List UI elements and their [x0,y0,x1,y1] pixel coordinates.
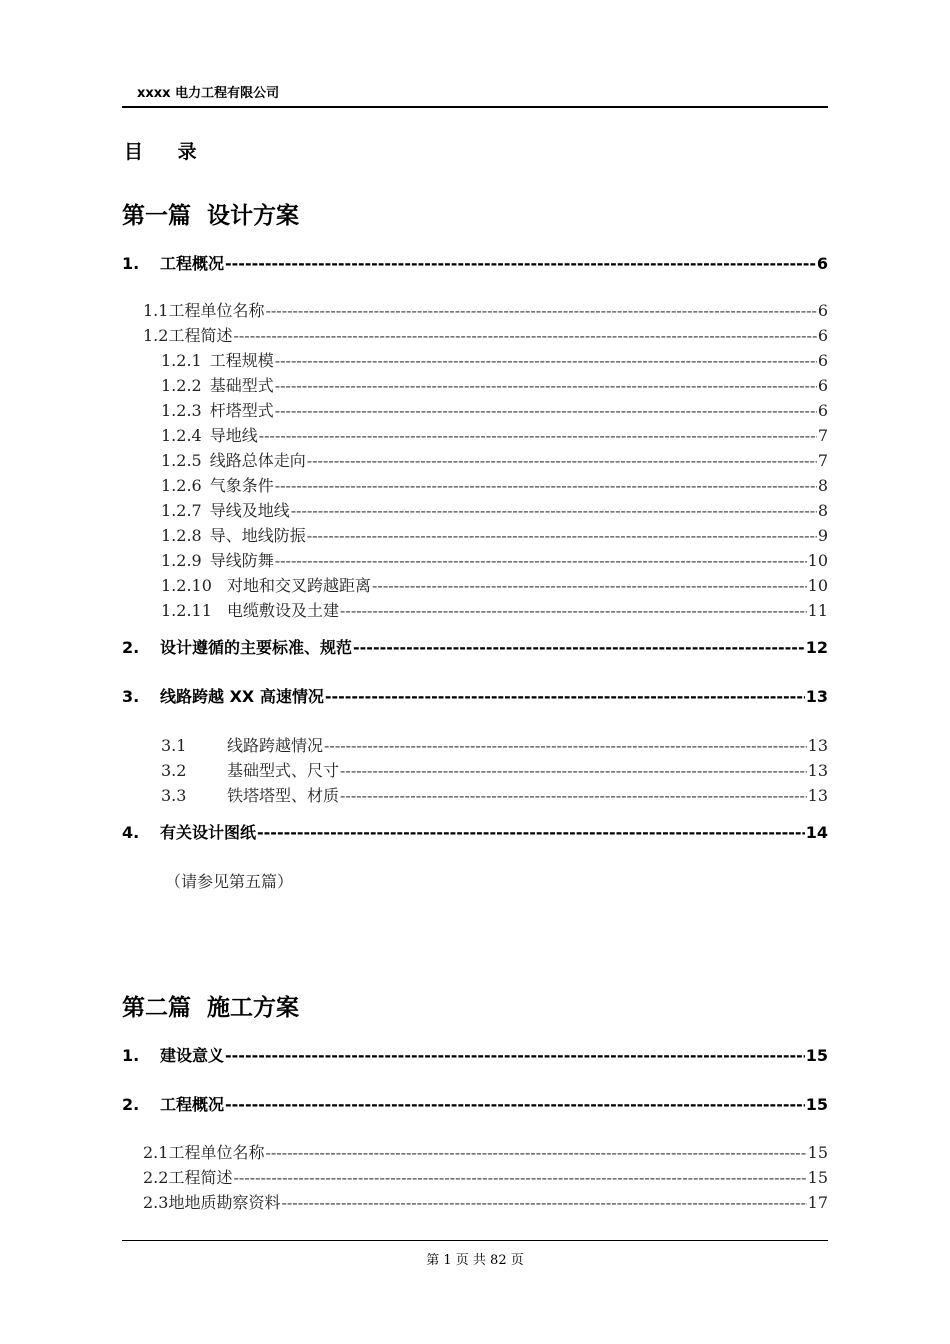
toc-entry[interactable] [0,573,828,596]
leader-dots [291,501,817,520]
toc-entry-page: 6 [817,401,828,420]
toc-entry[interactable] [0,758,828,781]
toc-entry-label: 导线及地线 [209,501,290,520]
leader-dots [275,376,817,395]
leader-dots [275,351,817,370]
toc-entry-label: 杆塔型式 [209,401,274,420]
toc-entry-number: 3.2 [161,761,187,780]
toc-entry[interactable] [0,523,828,546]
toc-entry-page: 14 [805,823,828,842]
toc-entry-number: 2.3 [143,1193,169,1212]
toc-entry[interactable] [0,598,828,621]
toc-entry-label: 导地线 [209,426,258,445]
toc-entry-label: 工程规模 [209,351,274,370]
header-divider [122,106,828,108]
leader-dots [233,1168,806,1187]
toc-entry-number: 1. [122,1046,140,1065]
toc-entry-page: 6 [816,254,828,273]
leader-dots [259,426,817,445]
toc-entry[interactable] [0,820,828,843]
toc-entry-page: 10 [807,576,828,595]
toc-entry-label: 工程单位名称 [168,1143,265,1162]
toc-entry-label: 工程简述 [168,326,233,345]
toc-entry[interactable] [0,448,828,471]
toc-entry-page: 11 [807,601,828,620]
toc-entry-label: 基础型式 [209,376,274,395]
toc-entry-page: 13 [807,786,828,805]
toc-entry-number: 1.2 [143,326,169,345]
leader-dots [340,761,807,780]
see-part-five-note: （请参见第五篇） [165,872,294,891]
toc-entry-page: 6 [817,301,828,320]
toc-entry-number: 1.2.8 [161,526,202,545]
leader-dots [281,1193,806,1212]
toc-entry-number: 2. [122,1095,140,1114]
toc-entry-number: 2.2 [143,1168,169,1187]
toc-entry-number: 2.1 [143,1143,169,1162]
toc-entry[interactable] [0,251,828,274]
toc-entry[interactable] [0,1165,828,1188]
toc-entry-label: 线路跨越情况 [227,736,324,755]
toc-entry-page: 15 [807,1168,828,1187]
toc-entry-page: 17 [807,1193,828,1212]
toc-entry-label: 工程概况 [160,254,225,273]
leader-dots [275,551,807,570]
leader-dots [307,451,817,470]
toc-entry-page: 13 [807,736,828,755]
leader-dots [340,601,807,620]
toc-entry[interactable] [0,1190,828,1213]
toc-entry-page: 10 [807,551,828,570]
toc-entry[interactable] [0,684,828,707]
toc-entry-label: 工程概况 [160,1095,225,1114]
toc-entry[interactable] [0,423,828,446]
toc-entry-page: 13 [805,687,828,706]
part1-title: 第一篇 设计方案 [122,203,300,229]
toc-entry-number: 1.2.6 [161,476,202,495]
toc-entry-label: 工程简述 [168,1168,233,1187]
toc-entry-page: 15 [805,1046,828,1065]
toc-entry-page: 7 [817,426,828,445]
toc-entry-number: 4. [122,823,140,842]
toc-entry[interactable] [0,348,828,371]
leader-dots [372,576,807,595]
toc-entry-number: 1.2.3 [161,401,202,420]
toc-entry[interactable] [0,733,828,756]
toc-entry-number: 1.2.9 [161,551,202,570]
page-number: 第 1 页 共 82 页 [426,1253,524,1268]
leader-dots [265,1143,806,1162]
toc-entry-number: 1.2.4 [161,426,202,445]
header-company: xxxx 电力工程有限公司 [137,86,280,101]
toc-entry-number: 1. [122,254,140,273]
leader-dots [233,326,816,345]
toc-entry-page: 6 [817,351,828,370]
toc-entry[interactable] [0,323,828,346]
toc-entry-label: 有关设计图纸 [160,823,257,842]
toc-entry-label: 基础型式、尺寸 [227,761,340,780]
leader-dots [275,476,817,495]
toc-entry-number: 2. [122,638,140,657]
toc-entry-number: 1.2.7 [161,501,202,520]
leader-dots [353,638,805,657]
toc-entry[interactable] [0,373,828,396]
leader-dots [275,401,817,420]
toc-entry[interactable] [0,1140,828,1163]
toc-entry[interactable] [0,635,828,658]
toc-entry[interactable] [0,548,828,571]
toc-entry-label: 地地质勘察资料 [168,1193,281,1212]
toc-entry-page: 7 [817,451,828,470]
leader-dots [324,736,807,755]
toc-entry-page: 9 [817,526,828,545]
toc-entry-number: 3. [122,687,140,706]
toc-entry-label: 建设意义 [160,1046,225,1065]
toc-entry-number: 3.1 [161,736,187,755]
toc-entry-label: 导、地线防振 [209,526,306,545]
toc-entry-number: 1.2.10 [161,576,212,595]
toc-entry-page: 15 [805,1095,828,1114]
toc-entry-number: 1.1 [143,301,169,320]
toc-entry-number: 1.2.1 [161,351,202,370]
leader-dots [340,786,807,805]
leader-dots [307,526,817,545]
toc-entry-label: 铁塔塔型、材质 [227,786,340,805]
toc-entry-page: 6 [817,326,828,345]
toc-entry-label: 工程单位名称 [168,301,265,320]
toc-entry-label: 线路总体走向 [209,451,306,470]
toc-entry-page: 8 [817,476,828,495]
toc-entry[interactable] [0,498,828,521]
leader-dots [225,1046,805,1065]
toc-entry[interactable] [0,473,828,496]
toc-entry-number: 1.2.5 [161,451,202,470]
footer-divider [122,1240,828,1241]
leader-dots [225,254,816,273]
toc-entry-page: 6 [817,376,828,395]
leader-dots [325,687,805,706]
toc-entry-label: 导线防舞 [209,551,274,570]
toc-entry-page: 8 [817,501,828,520]
leader-dots [257,823,805,842]
toc-entry[interactable] [0,398,828,421]
toc-entry-number: 1.2.11 [161,601,212,620]
toc-entry-page: 15 [807,1143,828,1162]
leader-dots [225,1095,805,1114]
part2-title: 第二篇 施工方案 [122,995,300,1021]
toc-entry[interactable] [0,1043,828,1066]
toc-entry-page: 13 [807,761,828,780]
toc-entry-label: 线路跨越 XX 高速情况 [160,687,324,706]
toc-entry[interactable] [0,783,828,806]
toc-entry-label: 电缆敷设及土建 [227,601,340,620]
toc-entry[interactable] [0,298,828,321]
toc-entry-label: 气象条件 [209,476,274,495]
toc-entry-number: 3.3 [161,786,187,805]
toc-entry[interactable] [0,1092,828,1115]
toc-title: 目 录 [124,141,211,163]
toc-entry-label: 对地和交叉跨越距离 [227,576,372,595]
leader-dots [265,301,816,320]
toc-entry-label: 设计遵循的主要标准、规范 [160,638,353,657]
toc-entry-number: 1.2.2 [161,376,202,395]
toc-entry-page: 12 [805,638,828,657]
